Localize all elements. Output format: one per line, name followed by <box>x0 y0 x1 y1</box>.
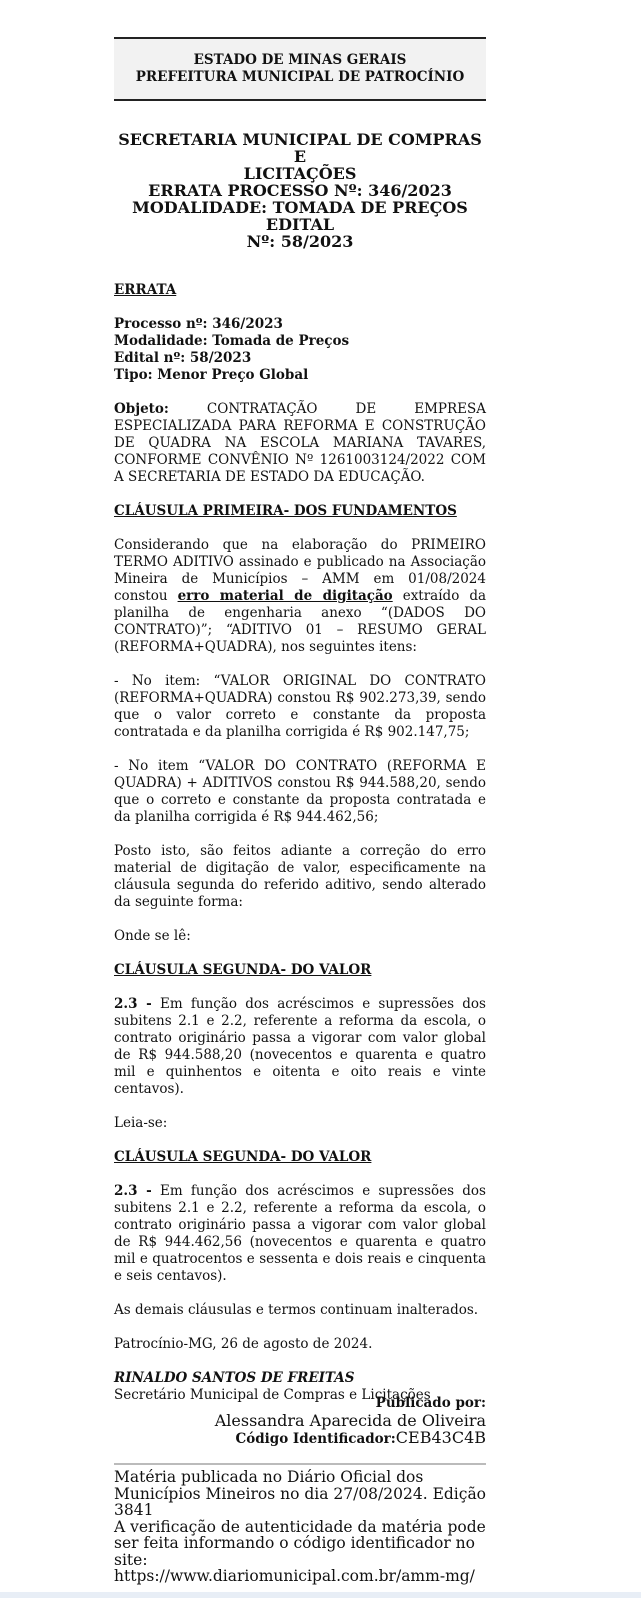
clausula-primeira-heading: CLÁUSULA PRIMEIRA- DOS FUNDAMENTOS <box>114 503 457 519</box>
item-paragraph: - No item: “VALOR ORIGINAL DO CONTRATO (REFORMA+QUADRA) constou R$ 902.273,39, sendo que o valor correto e constante da proposta contratada e da planilha corrigida é R$ 902.147,75; <box>114 673 486 740</box>
modalidade-line: Modalidade: Tomada de Preços <box>114 333 350 349</box>
divider <box>114 1463 486 1465</box>
verification-link[interactable]: https://www.diariomunicipal.com.br/amm-mg/ <box>114 1567 475 1585</box>
signer-name: RINALDO SANTOS DE FREITAS <box>114 1370 355 1386</box>
clausula-body: Em função dos acréscimos e supressões dos subitens 2.1 e 2.2, referente a reforma da escola, o contrato originário passa a vigorar com valor global de R$ 944.588,20 (novecentos e quarenta e quatro mil e quinhentos e oitenta e oito reais e vinte centavos). <box>114 996 486 1097</box>
publication-note: Matéria publicada no Diário Oficial dos Municípios Mineiros no dia 27/08/2024. Edição 3841 <box>114 1468 487 1519</box>
prefecture-name: PREFEITURA MUNICIPAL DE PATROCÍNIO <box>135 69 465 85</box>
signer-role: Secretário Municipal de Compras e Licitações <box>114 1387 431 1403</box>
tipo-line: Tipo: Menor Preço Global <box>114 367 309 383</box>
title-line: SECRETARIA MUNICIPAL DE COMPRAS E <box>118 130 482 166</box>
objeto-text: CONTRATAÇÃO DE EMPRESA ESPECIALIZADA PARA REFORMA E CONSTRUÇÃO DE QUADRA NA ESCOLA MARIANA TAVARES, CONFORME CONVÊNIO Nº 1261003124/2022 COM A SECRETARIA DE ESTADO DA EDUCAÇÃO. <box>114 401 486 485</box>
clausula-text <box>114 996 486 1098</box>
item-paragraph: - No item “VALOR DO CONTRATO (REFORMA E QUADRA) + ADITIVOS constou R$ 944.588,20, sendo que o correto e constante da proposta contratada e da planilha corrigida é R$ 944.462,56; <box>114 758 486 825</box>
identifier-line <box>114 1429 486 1448</box>
clausula-segunda-heading: CLÁUSULA SEGUNDA- DO VALOR <box>114 962 372 978</box>
clausula-segunda-heading: CLÁUSULA SEGUNDA- DO VALOR <box>114 1149 372 1165</box>
title-line: LICITAÇÕES <box>243 164 357 183</box>
date-line: Patrocínio-MG, 26 de agosto de 2024. <box>114 1336 373 1352</box>
onde-se-le: Onde se lê: <box>114 928 191 944</box>
identifier-label: Código Identificador: <box>235 1431 396 1447</box>
posto-paragraph: Posto isto, são feitos adiante a correção do erro material de digitação de valor, especificamente na cláusula segunda do referido aditivo, sendo alterado da seguinte forma: <box>114 843 486 910</box>
title-line: ERRATA PROCESSO Nº: 346/2023 <box>148 181 452 200</box>
publication-block <box>114 1395 486 1448</box>
state-name: ESTADO DE MINAS GERAIS <box>193 52 407 68</box>
document-body <box>114 282 486 1421</box>
clausula-text <box>114 1183 486 1285</box>
clausula-body: Em função dos acréscimos e supressões dos subitens 2.1 e 2.2, referente a reforma da escola, o contrato originário passa a vigorar com valor global de R$ 944.462,56 (novecentos e quarenta e quatro mil e quatrocentos e sessenta e dois reais e cinquenta e seis centavos). <box>114 1183 486 1284</box>
title-line: MODALIDADE: TOMADA DE PREÇOS EDITAL <box>132 198 468 234</box>
document-header <box>114 37 486 101</box>
objeto-label: Objeto: <box>114 401 169 417</box>
publisher-name: Alessandra Aparecida de Oliveira <box>214 1411 486 1430</box>
title-line: Nº: 58/2023 <box>246 232 354 251</box>
identifier-code: CEB43C4B <box>395 1428 486 1447</box>
erro-material-emphasis: erro material de digitação <box>177 588 393 604</box>
verification-note: A verificação de autenticidade da matéria pode ser feita informando o código identificador no site: <box>114 1517 486 1569</box>
process-info <box>114 316 486 384</box>
errata-heading: ERRATA <box>114 282 177 298</box>
considerando-text: extraído da planilha de engenharia anexo “(DADOS DO CONTRATO)”; “ADITIVO 01 – RESUMO GERAL (REFORMA+QUADRA), nos seguintes itens: <box>114 588 487 655</box>
item-number: 2.3 - <box>114 1183 152 1199</box>
document-title <box>114 131 486 250</box>
demais-paragraph: As demais cláusulas e termos continuam inalterados. <box>114 1302 479 1318</box>
bottom-edge <box>0 1592 641 1598</box>
objeto-paragraph <box>114 401 486 486</box>
leia-se: Leia-se: <box>114 1115 168 1131</box>
published-by-label: Publicado por: <box>375 1395 486 1411</box>
item-number: 2.3 - <box>114 996 152 1012</box>
publication-footer <box>114 1469 486 1585</box>
processo-line: Processo nº: 346/2023 <box>114 316 283 332</box>
considerando-text: Considerando que na elaboração do PRIMEIRO TERMO ADITIVO assinado e publicado na Associação Mineira de Municípios – AMM em 01/08/2024 constou <box>114 537 486 604</box>
edital-line: Edital nº: 58/2023 <box>114 350 252 366</box>
considerando-paragraph <box>114 537 486 656</box>
